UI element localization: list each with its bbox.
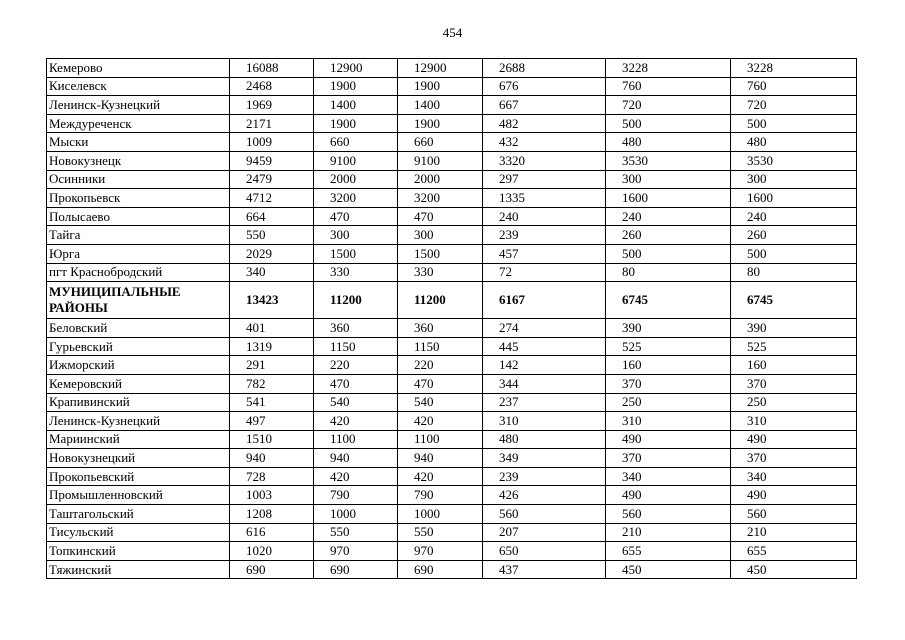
value-cell-col-3: 1900 — [398, 77, 483, 96]
value-cell-col-5: 6745 — [606, 282, 731, 319]
value-cell-col-4: 239 — [483, 467, 606, 486]
row-name-cell: Прокопьевский — [47, 467, 230, 486]
value-cell-col-3: 1000 — [398, 505, 483, 524]
value-cell-col-4: 207 — [483, 523, 606, 542]
value-cell-col-6: 490 — [731, 430, 857, 449]
value-cell-col-2: 470 — [314, 374, 398, 393]
value-cell-col-5: 250 — [606, 393, 731, 412]
value-cell-col-2: 690 — [314, 560, 398, 579]
row-name-cell: Осинники — [47, 170, 230, 189]
value-cell-col-1: 16088 — [230, 59, 314, 78]
row-name-cell: Прокопьевск — [47, 189, 230, 208]
table-row — [47, 151, 857, 170]
table-row — [47, 412, 857, 431]
table-row — [47, 449, 857, 468]
value-cell-col-4: 72 — [483, 263, 606, 282]
value-cell-col-1: 291 — [230, 356, 314, 375]
value-cell-col-4: 142 — [483, 356, 606, 375]
value-cell-col-6: 525 — [731, 337, 857, 356]
value-cell-col-5: 500 — [606, 244, 731, 263]
value-cell-col-3: 1500 — [398, 244, 483, 263]
value-cell-col-5: 210 — [606, 523, 731, 542]
value-cell-col-2: 330 — [314, 263, 398, 282]
row-name-cell: Мариинский — [47, 430, 230, 449]
value-cell-col-5: 160 — [606, 356, 731, 375]
row-name-cell: Новокузнецкий — [47, 449, 230, 468]
value-cell-col-5: 3228 — [606, 59, 731, 78]
value-cell-col-6: 310 — [731, 412, 857, 431]
table-row — [47, 393, 857, 412]
value-cell-col-5: 490 — [606, 486, 731, 505]
row-name-cell: Топкинский — [47, 542, 230, 561]
value-cell-col-1: 497 — [230, 412, 314, 431]
value-cell-col-2: 1400 — [314, 96, 398, 115]
value-cell-col-3: 9100 — [398, 151, 483, 170]
table-row — [47, 560, 857, 579]
value-cell-col-6: 655 — [731, 542, 857, 561]
value-cell-col-6: 340 — [731, 467, 857, 486]
value-cell-col-3: 420 — [398, 412, 483, 431]
row-name-cell: МУНИЦИПАЛЬНЫЕ РАЙОНЫ — [47, 282, 230, 319]
value-cell-col-6: 6745 — [731, 282, 857, 319]
value-cell-col-1: 1009 — [230, 133, 314, 152]
value-cell-col-4: 344 — [483, 374, 606, 393]
value-cell-col-5: 490 — [606, 430, 731, 449]
value-cell-col-5: 370 — [606, 374, 731, 393]
row-name-cell: Ижморский — [47, 356, 230, 375]
value-cell-col-2: 220 — [314, 356, 398, 375]
value-cell-col-2: 790 — [314, 486, 398, 505]
table-row — [47, 523, 857, 542]
value-cell-col-1: 940 — [230, 449, 314, 468]
value-cell-col-6: 210 — [731, 523, 857, 542]
value-cell-col-4: 239 — [483, 226, 606, 245]
value-cell-col-3: 360 — [398, 319, 483, 338]
value-cell-col-4: 437 — [483, 560, 606, 579]
value-cell-col-4: 349 — [483, 449, 606, 468]
value-cell-col-1: 2468 — [230, 77, 314, 96]
table-row — [47, 374, 857, 393]
row-name-cell: Кемерово — [47, 59, 230, 78]
value-cell-col-3: 470 — [398, 207, 483, 226]
value-cell-col-3: 1150 — [398, 337, 483, 356]
table-row — [47, 505, 857, 524]
table-row — [47, 59, 857, 78]
value-cell-col-2: 1100 — [314, 430, 398, 449]
data-table — [46, 58, 857, 579]
value-cell-col-3: 940 — [398, 449, 483, 468]
value-cell-col-4: 274 — [483, 319, 606, 338]
value-cell-col-6: 80 — [731, 263, 857, 282]
value-cell-col-2: 300 — [314, 226, 398, 245]
value-cell-col-3: 790 — [398, 486, 483, 505]
value-cell-col-5: 3530 — [606, 151, 731, 170]
row-name-cell: Полысаево — [47, 207, 230, 226]
value-cell-col-5: 525 — [606, 337, 731, 356]
value-cell-col-3: 2000 — [398, 170, 483, 189]
value-cell-col-6: 500 — [731, 244, 857, 263]
value-cell-col-1: 340 — [230, 263, 314, 282]
page-number: 454 — [442, 25, 463, 40]
row-name-cell: Крапивинский — [47, 393, 230, 412]
value-cell-col-4: 2688 — [483, 59, 606, 78]
table-group-row — [47, 282, 857, 319]
value-cell-col-1: 1969 — [230, 96, 314, 115]
table-row — [47, 133, 857, 152]
value-cell-col-4: 445 — [483, 337, 606, 356]
value-cell-col-6: 3530 — [731, 151, 857, 170]
value-cell-col-4: 667 — [483, 96, 606, 115]
value-cell-col-3: 11200 — [398, 282, 483, 319]
value-cell-col-4: 1335 — [483, 189, 606, 208]
row-name-cell: Ленинск-Кузнецкий — [47, 96, 230, 115]
table-row — [47, 356, 857, 375]
value-cell-col-2: 3200 — [314, 189, 398, 208]
value-cell-col-6: 260 — [731, 226, 857, 245]
value-cell-col-2: 970 — [314, 542, 398, 561]
value-cell-col-6: 560 — [731, 505, 857, 524]
value-cell-col-1: 728 — [230, 467, 314, 486]
row-name-cell: Новокузнецк — [47, 151, 230, 170]
value-cell-col-1: 550 — [230, 226, 314, 245]
value-cell-col-4: 237 — [483, 393, 606, 412]
value-cell-col-3: 1100 — [398, 430, 483, 449]
value-cell-col-1: 4712 — [230, 189, 314, 208]
value-cell-col-6: 370 — [731, 449, 857, 468]
value-cell-col-2: 1900 — [314, 114, 398, 133]
value-cell-col-1: 1003 — [230, 486, 314, 505]
value-cell-col-6: 390 — [731, 319, 857, 338]
value-cell-col-6: 720 — [731, 96, 857, 115]
value-cell-col-5: 300 — [606, 170, 731, 189]
table-row — [47, 244, 857, 263]
table-row — [47, 226, 857, 245]
value-cell-col-2: 550 — [314, 523, 398, 542]
value-cell-col-3: 1400 — [398, 96, 483, 115]
value-cell-col-2: 2000 — [314, 170, 398, 189]
table-row — [47, 170, 857, 189]
value-cell-col-3: 690 — [398, 560, 483, 579]
table-row — [47, 114, 857, 133]
value-cell-col-1: 9459 — [230, 151, 314, 170]
value-cell-col-2: 420 — [314, 467, 398, 486]
value-cell-col-5: 80 — [606, 263, 731, 282]
value-cell-col-4: 432 — [483, 133, 606, 152]
value-cell-col-5: 560 — [606, 505, 731, 524]
row-name-cell: Юрга — [47, 244, 230, 263]
value-cell-col-2: 1500 — [314, 244, 398, 263]
value-cell-col-3: 300 — [398, 226, 483, 245]
value-cell-col-2: 470 — [314, 207, 398, 226]
table-body — [47, 59, 857, 579]
value-cell-col-1: 2029 — [230, 244, 314, 263]
value-cell-col-1: 1208 — [230, 505, 314, 524]
row-name-cell: пгт Краснобродский — [47, 263, 230, 282]
table-row — [47, 189, 857, 208]
value-cell-col-1: 1319 — [230, 337, 314, 356]
value-cell-col-4: 297 — [483, 170, 606, 189]
value-cell-col-5: 340 — [606, 467, 731, 486]
value-cell-col-6: 300 — [731, 170, 857, 189]
value-cell-col-1: 401 — [230, 319, 314, 338]
value-cell-col-3: 12900 — [398, 59, 483, 78]
value-cell-col-3: 330 — [398, 263, 483, 282]
row-name-cell: Киселевск — [47, 77, 230, 96]
value-cell-col-6: 490 — [731, 486, 857, 505]
value-cell-col-1: 782 — [230, 374, 314, 393]
value-cell-col-2: 9100 — [314, 151, 398, 170]
table-row — [47, 430, 857, 449]
table-row — [47, 263, 857, 282]
value-cell-col-4: 560 — [483, 505, 606, 524]
table-row — [47, 207, 857, 226]
value-cell-col-4: 650 — [483, 542, 606, 561]
value-cell-col-5: 760 — [606, 77, 731, 96]
value-cell-col-4: 310 — [483, 412, 606, 431]
value-cell-col-6: 480 — [731, 133, 857, 152]
value-cell-col-6: 450 — [731, 560, 857, 579]
value-cell-col-5: 480 — [606, 133, 731, 152]
row-name-cell: Тисульский — [47, 523, 230, 542]
value-cell-col-5: 655 — [606, 542, 731, 561]
value-cell-col-3: 970 — [398, 542, 483, 561]
table-row — [47, 77, 857, 96]
value-cell-col-2: 660 — [314, 133, 398, 152]
row-name-cell: Промышленновский — [47, 486, 230, 505]
value-cell-col-2: 540 — [314, 393, 398, 412]
row-name-cell: Таштагольский — [47, 505, 230, 524]
row-name-cell: Беловский — [47, 319, 230, 338]
value-cell-col-1: 541 — [230, 393, 314, 412]
value-cell-col-1: 1510 — [230, 430, 314, 449]
row-name-cell: Кемеровский — [47, 374, 230, 393]
value-cell-col-1: 1020 — [230, 542, 314, 561]
row-name-cell: Междуреченск — [47, 114, 230, 133]
value-cell-col-6: 500 — [731, 114, 857, 133]
value-cell-col-4: 457 — [483, 244, 606, 263]
value-cell-col-5: 260 — [606, 226, 731, 245]
value-cell-col-3: 660 — [398, 133, 483, 152]
value-cell-col-4: 480 — [483, 430, 606, 449]
row-name-cell: Гурьевский — [47, 337, 230, 356]
value-cell-col-3: 550 — [398, 523, 483, 542]
value-cell-col-5: 370 — [606, 449, 731, 468]
value-cell-col-6: 240 — [731, 207, 857, 226]
table-row — [47, 486, 857, 505]
value-cell-col-5: 1600 — [606, 189, 731, 208]
value-cell-col-6: 760 — [731, 77, 857, 96]
row-name-cell: Тайга — [47, 226, 230, 245]
table-row — [47, 96, 857, 115]
value-cell-col-2: 940 — [314, 449, 398, 468]
table-row — [47, 337, 857, 356]
value-cell-col-1: 13423 — [230, 282, 314, 319]
value-cell-col-6: 250 — [731, 393, 857, 412]
table-row — [47, 467, 857, 486]
value-cell-col-3: 220 — [398, 356, 483, 375]
table-row — [47, 319, 857, 338]
value-cell-col-3: 3200 — [398, 189, 483, 208]
value-cell-col-1: 2479 — [230, 170, 314, 189]
value-cell-col-5: 450 — [606, 560, 731, 579]
row-name-cell: Ленинск-Кузнецкий — [47, 412, 230, 431]
value-cell-col-4: 240 — [483, 207, 606, 226]
value-cell-col-5: 720 — [606, 96, 731, 115]
value-cell-col-6: 3228 — [731, 59, 857, 78]
value-cell-col-6: 370 — [731, 374, 857, 393]
value-cell-col-4: 3320 — [483, 151, 606, 170]
row-name-cell: Тяжинский — [47, 560, 230, 579]
value-cell-col-3: 1900 — [398, 114, 483, 133]
value-cell-col-5: 240 — [606, 207, 731, 226]
table-row — [47, 542, 857, 561]
value-cell-col-4: 676 — [483, 77, 606, 96]
value-cell-col-6: 1600 — [731, 189, 857, 208]
value-cell-col-1: 664 — [230, 207, 314, 226]
value-cell-col-3: 470 — [398, 374, 483, 393]
value-cell-col-2: 11200 — [314, 282, 398, 319]
row-name-cell: Мыски — [47, 133, 230, 152]
value-cell-col-5: 310 — [606, 412, 731, 431]
value-cell-col-4: 482 — [483, 114, 606, 133]
value-cell-col-5: 500 — [606, 114, 731, 133]
value-cell-col-1: 690 — [230, 560, 314, 579]
value-cell-col-2: 1150 — [314, 337, 398, 356]
value-cell-col-2: 12900 — [314, 59, 398, 78]
value-cell-col-4: 426 — [483, 486, 606, 505]
value-cell-col-2: 1000 — [314, 505, 398, 524]
value-cell-col-2: 360 — [314, 319, 398, 338]
value-cell-col-6: 160 — [731, 356, 857, 375]
value-cell-col-3: 540 — [398, 393, 483, 412]
value-cell-col-5: 390 — [606, 319, 731, 338]
value-cell-col-1: 2171 — [230, 114, 314, 133]
value-cell-col-4: 6167 — [483, 282, 606, 319]
value-cell-col-3: 420 — [398, 467, 483, 486]
value-cell-col-2: 420 — [314, 412, 398, 431]
value-cell-col-2: 1900 — [314, 77, 398, 96]
value-cell-col-1: 616 — [230, 523, 314, 542]
